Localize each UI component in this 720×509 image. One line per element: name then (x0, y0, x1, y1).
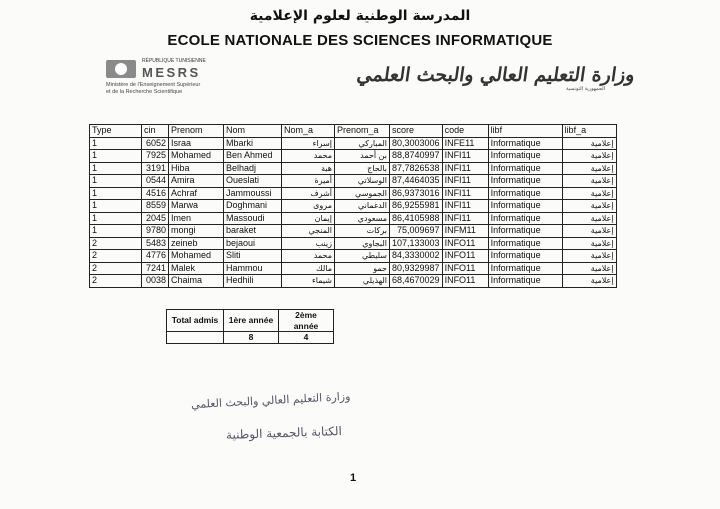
table-cell-score: 80,9329987 (390, 262, 443, 275)
table-cell-prenom: Mohamed (169, 150, 224, 163)
table-cell-libf: Informatique (488, 212, 562, 225)
table-cell-prenom-a: الدغماني (335, 200, 390, 213)
table-cell-type: 2 (90, 262, 142, 275)
table-cell-nom: Belhadj (224, 162, 282, 175)
table-cell-libf-a: إعلامية (562, 237, 616, 250)
table-cell-libf: Informatique (488, 225, 562, 238)
table-cell-libf: Informatique (488, 150, 562, 163)
table-cell-prenom: Achraf (169, 187, 224, 200)
table-cell-score: 68,4670029 (390, 275, 443, 288)
tunisia-flag-icon (106, 60, 136, 78)
table-row (90, 200, 617, 213)
page-title-arabic: المدرسة الوطنية لعلوم الإعلامية (249, 8, 471, 24)
table-cell-libf: Informatique (488, 200, 562, 213)
table-cell-cin: 5483 (142, 237, 169, 250)
ministry-name-arabic: وزارة التعليم العالي والبحث العلمي (355, 64, 637, 86)
table-cell-nom-a: هبة (282, 162, 335, 175)
table-cell-code: INFO11 (442, 262, 488, 275)
table-cell-libf-a: إعلامية (562, 150, 616, 163)
table-cell-cin: 6052 (142, 137, 169, 150)
table-cell-prenom-a: البجاوي (335, 237, 390, 250)
table-cell-prenom: Israa (169, 137, 224, 150)
table-cell-prenom: mongi (169, 225, 224, 238)
column-header: Prenom (169, 125, 224, 138)
table-row (90, 187, 617, 200)
table-cell-code: INFO11 (442, 237, 488, 250)
summary-blank-cell (167, 332, 224, 344)
table-cell-type: 1 (90, 225, 142, 238)
table-cell-libf: Informatique (488, 187, 562, 200)
stamp-line-1: وزارة التعليم العالي والبحث العلمي (190, 389, 351, 412)
mesrs-acronym: MESRS (142, 65, 201, 80)
column-header: cin (142, 125, 169, 138)
table-cell-libf: Informatique (488, 262, 562, 275)
table-cell-score: 107,133003 (390, 237, 443, 250)
table-cell-nom-a: شيماء (282, 275, 335, 288)
table-cell-type: 1 (90, 150, 142, 163)
stamp-line-2: الكتابة بالجمعية الوطنية (225, 423, 343, 443)
column-header: libf (488, 125, 562, 138)
ministry-name: Ministère de l'Enseignement Supérieur et de la Recherche Scientifique (106, 82, 201, 95)
table-cell-nom-a: أشرف (282, 187, 335, 200)
table-cell-prenom-a: مسعودي (335, 212, 390, 225)
table-row (90, 275, 617, 288)
table-cell-libf: Informatique (488, 275, 562, 288)
table-cell-libf: Informatique (488, 250, 562, 263)
table-cell-cin: 2045 (142, 212, 169, 225)
table-cell-libf: Informatique (488, 162, 562, 175)
table-cell-code: INFM11 (442, 225, 488, 238)
table-cell-cin: 0544 (142, 175, 169, 188)
table-cell-nom: Hammou (224, 262, 282, 275)
table-cell-prenom: Marwa (169, 200, 224, 213)
table-cell-code: INFI11 (442, 150, 488, 163)
table-cell-nom: Sliti (224, 250, 282, 263)
table-cell-code: INFI11 (442, 175, 488, 188)
table-header-row (90, 125, 617, 138)
table-cell-cin: 3191 (142, 162, 169, 175)
table-cell-cin: 7925 (142, 150, 169, 163)
first-year-count: 8 (224, 332, 279, 344)
table-cell-type: 1 (90, 212, 142, 225)
official-stamp (180, 388, 350, 450)
table-cell-type: 2 (90, 250, 142, 263)
table-cell-prenom: Mohamed (169, 250, 224, 263)
second-year-label: 2ème année (279, 310, 334, 332)
table-cell-code: INFO11 (442, 275, 488, 288)
table-cell-code: INFI11 (442, 187, 488, 200)
table-cell-prenom-a: سليطي (335, 250, 390, 263)
table-cell-score: 88,8740997 (390, 150, 443, 163)
table-cell-nom: Hedhili (224, 275, 282, 288)
table-cell-score: 80,3003006 (390, 137, 443, 150)
column-header: Type (90, 125, 142, 138)
table-cell-nom: bejaoui (224, 237, 282, 250)
table-cell-cin: 8559 (142, 200, 169, 213)
table-cell-score: 87,4464035 (390, 175, 443, 188)
table-cell-nom-a: أميرة (282, 175, 335, 188)
page-title: ECOLE NATIONALE DES SCIENCES INFORMATIQUE (167, 32, 553, 49)
table-row (90, 250, 617, 263)
table-cell-prenom-a: الجموسي (335, 187, 390, 200)
table-cell-nom-a: مروى (282, 200, 335, 213)
table-row (90, 225, 617, 238)
table-cell-score: 86,4105988 (390, 212, 443, 225)
table-row (90, 137, 617, 150)
table-row (90, 262, 617, 275)
table-cell-nom-a: إيمان (282, 212, 335, 225)
table-cell-score: 87,7826538 (390, 162, 443, 175)
table-cell-libf-a: إعلامية (562, 175, 616, 188)
table-cell-prenom: Chaima (169, 275, 224, 288)
second-year-count: 4 (279, 332, 334, 344)
table-cell-prenom: Amira (169, 175, 224, 188)
total-admis-label: Total admis (167, 310, 224, 332)
table-cell-libf-a: إعلامية (562, 162, 616, 175)
table-cell-libf: Informatique (488, 175, 562, 188)
table-cell-nom-a: محمد (282, 150, 335, 163)
table-cell-prenom-a: بالحاج (335, 162, 390, 175)
column-header: score (390, 125, 443, 138)
table-cell-libf-a: إعلامية (562, 200, 616, 213)
republic-label: RÉPUBLIQUE TUNISIENNE (142, 58, 206, 64)
table-row (90, 237, 617, 250)
table-cell-cin: 7241 (142, 262, 169, 275)
first-year-label: 1ère année (224, 310, 279, 332)
table-cell-prenom-a: بركات (335, 225, 390, 238)
table-cell-prenom: Malek (169, 262, 224, 275)
table-cell-nom: Massoudi (224, 212, 282, 225)
table-cell-libf: Informatique (488, 237, 562, 250)
table-row (90, 212, 617, 225)
table-cell-nom: Ben Ahmed (224, 150, 282, 163)
table-cell-score: 84,3330002 (390, 250, 443, 263)
table-cell-score: 75,009697 (390, 225, 443, 238)
table-cell-prenom-a: الهذيلي (335, 275, 390, 288)
table-cell-nom: Doghmani (224, 200, 282, 213)
table-cell-nom-a: إسراء (282, 137, 335, 150)
table-cell-type: 1 (90, 187, 142, 200)
table-cell-nom-a: زينب (282, 237, 335, 250)
table-cell-nom-a: مالك (282, 262, 335, 275)
table-cell-prenom-a: بن أحمد (335, 150, 390, 163)
table-cell-code: INFI11 (442, 212, 488, 225)
table-cell-libf-a: إعلامية (562, 137, 616, 150)
table-cell-score: 86,9255981 (390, 200, 443, 213)
ministry-logo-left (106, 58, 296, 100)
admitted-students-table (89, 124, 617, 288)
summary-table (166, 309, 334, 344)
table-cell-code: INFI11 (442, 200, 488, 213)
table-row (90, 150, 617, 163)
column-header: libf_a (562, 125, 616, 138)
table-cell-libf-a: إعلامية (562, 212, 616, 225)
table-cell-score: 86,9373016 (390, 187, 443, 200)
column-header: Prenom_a (335, 125, 390, 138)
table-row (90, 175, 617, 188)
table-row (90, 162, 617, 175)
table-cell-nom: Mbarki (224, 137, 282, 150)
table-cell-prenom-a: الوسلاتي (335, 175, 390, 188)
table-cell-type: 1 (90, 137, 142, 150)
column-header: code (442, 125, 488, 138)
table-cell-code: INFO11 (442, 250, 488, 263)
table-cell-nom-a: المنجي (282, 225, 335, 238)
table-cell-type: 2 (90, 275, 142, 288)
table-cell-prenom: Imen (169, 212, 224, 225)
ministry-logo-right (355, 64, 637, 112)
page-number: 1 (350, 472, 357, 484)
table-cell-cin: 0038 (142, 275, 169, 288)
table-cell-libf-a: إعلامية (562, 250, 616, 263)
table-cell-type: 2 (90, 237, 142, 250)
table-cell-code: INFI11 (442, 162, 488, 175)
table-cell-libf-a: إعلامية (562, 262, 616, 275)
table-cell-cin: 4776 (142, 250, 169, 263)
table-cell-libf-a: إعلامية (562, 275, 616, 288)
ministry-tagline-arabic: الجمهورية التونسية (565, 86, 605, 92)
column-header: Nom_a (282, 125, 335, 138)
table-cell-type: 1 (90, 200, 142, 213)
table-cell-nom: Oueslati (224, 175, 282, 188)
table-cell-nom: baraket (224, 225, 282, 238)
table-cell-prenom-a: المباركي (335, 137, 390, 150)
table-cell-prenom-a: حمو (335, 262, 390, 275)
table-cell-type: 1 (90, 162, 142, 175)
table-cell-nom-a: محمد (282, 250, 335, 263)
table-cell-libf-a: إعلامية (562, 187, 616, 200)
table-cell-nom: Jammoussi (224, 187, 282, 200)
table-cell-cin: 9780 (142, 225, 169, 238)
table-cell-prenom: Hiba (169, 162, 224, 175)
table-cell-libf-a: إعلامية (562, 225, 616, 238)
column-header: Nom (224, 125, 282, 138)
table-cell-code: INFE11 (442, 137, 488, 150)
table-cell-type: 1 (90, 175, 142, 188)
table-cell-libf: Informatique (488, 137, 562, 150)
table-cell-cin: 4516 (142, 187, 169, 200)
table-cell-prenom: zeineb (169, 237, 224, 250)
